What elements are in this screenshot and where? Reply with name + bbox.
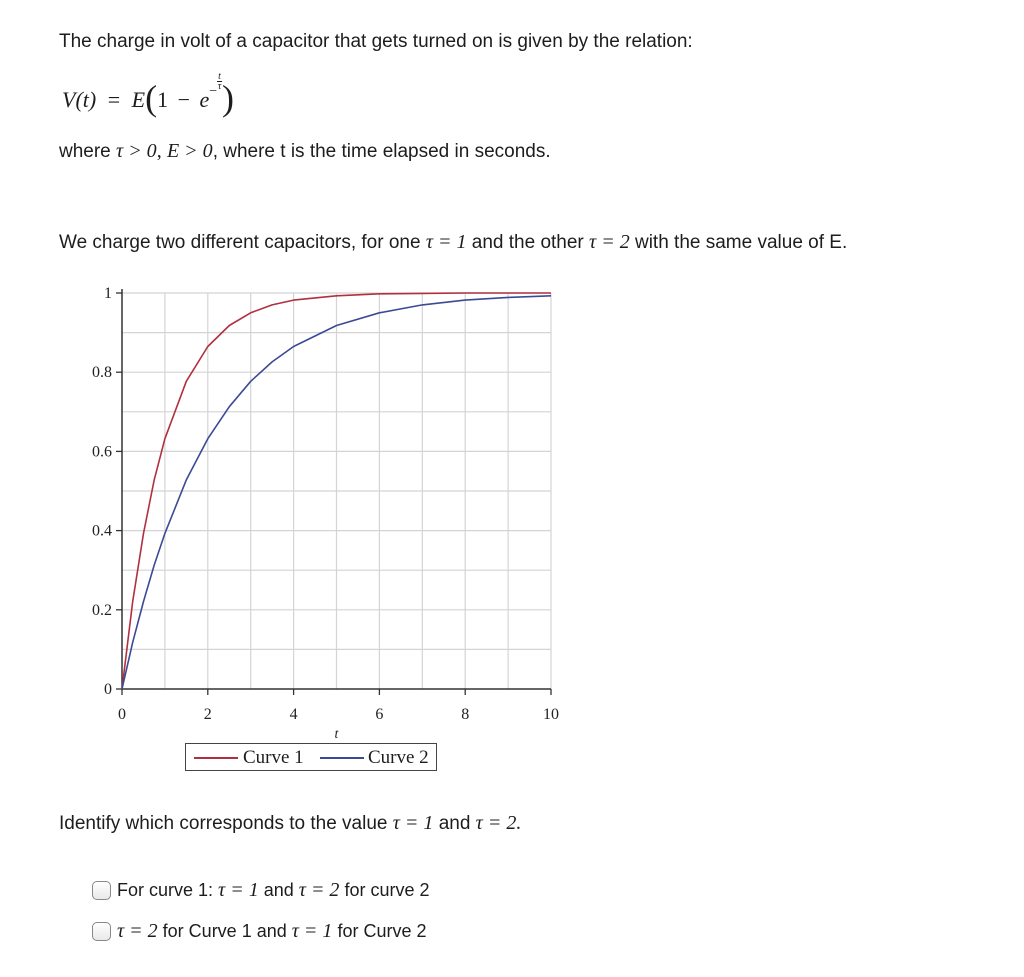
option-1-mid: and <box>263 880 294 900</box>
y-tick-label: 0.4 <box>92 522 112 540</box>
y-tick-label: 0.2 <box>92 601 112 619</box>
formula-E: E <box>131 87 146 112</box>
x-tick-label: 8 <box>461 706 470 723</box>
x-tick-label: 4 <box>289 706 298 723</box>
y-tick-label: 1 <box>104 285 112 302</box>
fraction-denominator: τ <box>217 80 222 92</box>
x-tick-label: 10 <box>543 706 559 723</box>
answer-option-2[interactable] <box>92 919 426 943</box>
y-tick-label: 0 <box>104 681 112 698</box>
condition-rest: , where t is the time elapsed in seconds. <box>212 141 551 162</box>
legend-label-curve-1: Curve 1 <box>243 747 304 768</box>
grid-lines <box>122 293 551 689</box>
option-1-post: for curve 2 <box>344 880 430 900</box>
fraction-numerator: t <box>218 70 221 82</box>
condition-tau: τ > 0 <box>116 140 157 162</box>
setup-tau1: τ = 1 <box>425 231 467 253</box>
setup-text <box>59 230 847 255</box>
x-tick-label: 0 <box>118 706 126 723</box>
condition-E: E > 0 <box>166 140 213 162</box>
x-tick-label: 2 <box>203 706 212 723</box>
option-2-mid: for Curve 1 and <box>162 921 287 941</box>
option-2-math-2: τ = 1 <box>291 920 333 942</box>
chart-legend <box>185 743 437 771</box>
legend-swatch-curve-2 <box>320 757 364 759</box>
setup-suffix: with the same value of E. <box>634 232 848 253</box>
formula-open-paren: ( <box>145 78 158 118</box>
option-2-post: for Curve 2 <box>337 921 427 941</box>
prompt-and: and <box>438 813 471 834</box>
formula-equals: = <box>107 87 121 112</box>
x-axis-label: t <box>334 727 339 742</box>
option-2-checkbox[interactable] <box>92 922 111 941</box>
condition-text <box>59 139 551 164</box>
option-1-pre: For curve 1: <box>117 880 214 900</box>
option-1-math-1: τ = 1 <box>218 879 259 901</box>
formula-close-paren: ) <box>221 78 234 118</box>
tick-labels <box>92 285 559 742</box>
y-tick-label: 0.6 <box>92 443 112 461</box>
legend-swatch-curve-1 <box>194 757 238 759</box>
formula-one: 1 <box>157 87 169 112</box>
condition-sep: , <box>156 140 162 162</box>
formula-minus: − <box>177 87 190 112</box>
formula-lhs: V(t) <box>62 87 97 112</box>
setup-tau2: τ = 2 <box>589 231 630 253</box>
intro-text: The charge in volt of a capacitor that gets turned on is given by the relation: <box>59 31 693 52</box>
option-2-math-1: τ = 2 <box>117 920 158 942</box>
option-1-math-2: τ = 2 <box>298 879 340 901</box>
y-tick-label: 0.8 <box>92 364 112 382</box>
capacitor-charge-chart <box>70 275 570 745</box>
prompt-tau1: τ = 1 <box>392 812 434 834</box>
formula-exponent <box>209 70 222 99</box>
exponent-minus: − <box>209 83 218 99</box>
prompt-prefix: Identify which corresponds to the value <box>59 813 388 834</box>
prompt-tau2: τ = 2. <box>475 812 522 834</box>
option-1-checkbox[interactable] <box>92 881 111 900</box>
formula-e: e <box>199 87 210 112</box>
prompt-text <box>59 811 521 836</box>
charge-formula <box>62 70 234 118</box>
condition-where: where <box>59 141 111 162</box>
setup-middle: and the other <box>471 232 584 253</box>
answer-option-1[interactable] <box>92 878 430 902</box>
setup-prefix: We charge two different capacitors, for one <box>59 232 421 253</box>
legend-label-curve-2: Curve 2 <box>368 747 429 768</box>
x-tick-label: 6 <box>375 706 384 723</box>
